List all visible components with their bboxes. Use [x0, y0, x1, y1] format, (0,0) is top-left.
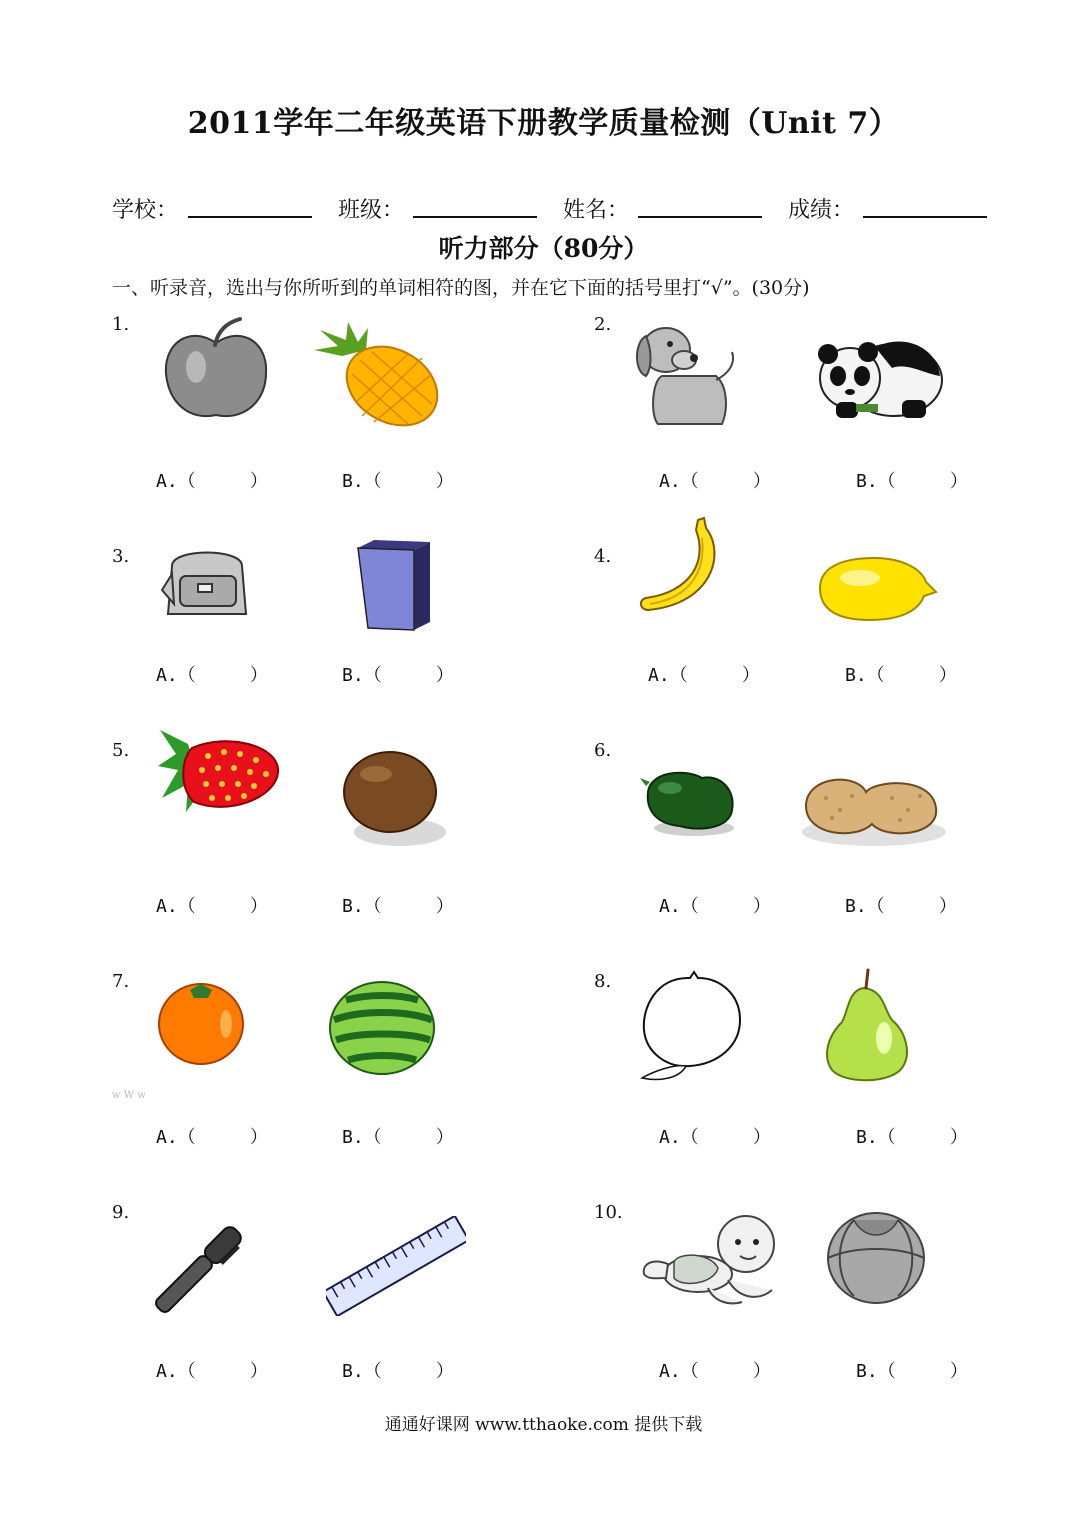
question-number: 9. — [112, 1202, 130, 1223]
orange-icon — [156, 980, 246, 1066]
answer-a-bracket[interactable]: A.（ ） — [648, 665, 760, 686]
kiwi-icon — [336, 742, 446, 854]
answer-b-bracket[interactable]: B.（ ） — [342, 665, 454, 686]
question-number: 5. — [112, 740, 130, 761]
footer-text: 通通好课网 www.tthaoke.com 提供下载 — [384, 1415, 703, 1435]
answer-a-bracket[interactable]: A.（ ） — [156, 665, 268, 686]
answer-b-bracket[interactable]: B.（ ） — [342, 471, 454, 492]
name-field[interactable] — [638, 216, 762, 218]
dog-icon — [632, 320, 742, 428]
school-label: 学校： — [112, 198, 179, 223]
green-pepper-icon — [640, 766, 738, 838]
answer-a-bracket[interactable]: A.（ ） — [659, 1127, 771, 1148]
answer-b-bracket[interactable]: B.（ ） — [856, 471, 968, 492]
answer-a-bracket[interactable]: A.（ ） — [156, 1127, 268, 1148]
banana-icon — [638, 514, 724, 612]
section-title: 听力部分（80分） — [438, 234, 649, 263]
schoolbag-icon — [158, 544, 256, 618]
peanut-icon — [796, 766, 948, 852]
question-number: 2. — [594, 314, 612, 335]
panda-icon — [806, 328, 946, 420]
pen-icon — [144, 1220, 248, 1324]
class-field[interactable] — [413, 216, 537, 218]
answer-a-bracket[interactable]: A.（ ） — [156, 896, 268, 917]
pineapple-icon — [312, 320, 442, 428]
ruler-icon — [326, 1216, 466, 1316]
answer-b-bracket[interactable]: B.（ ） — [856, 1361, 968, 1382]
question-number: 3. — [112, 546, 130, 567]
name-label: 姓名： — [563, 198, 630, 223]
question-number: 7. — [112, 971, 130, 992]
answer-a-bracket[interactable]: A.（ ） — [156, 1361, 268, 1382]
question-number: 4. — [594, 546, 612, 567]
answer-a-bracket[interactable]: A.（ ） — [659, 896, 771, 917]
school-field[interactable] — [188, 216, 312, 218]
stray-mark: w W w — [112, 1090, 146, 1101]
answer-a-bracket[interactable]: A.（ ） — [659, 1361, 771, 1382]
book-icon — [354, 538, 434, 632]
answer-b-bracket[interactable]: B.（ ） — [856, 1127, 968, 1148]
score-label: 成绩： — [788, 198, 855, 223]
answer-b-bracket[interactable]: B.（ ） — [845, 896, 957, 917]
apple-icon — [160, 315, 272, 425]
answer-b-bracket[interactable]: B.（ ） — [342, 1127, 454, 1148]
answer-a-bracket[interactable]: A.（ ） — [659, 471, 771, 492]
strawberry-icon — [158, 724, 282, 816]
lemon-icon — [814, 556, 940, 622]
score-field[interactable] — [863, 216, 987, 218]
question-number: 10. — [594, 1202, 623, 1223]
answer-b-bracket[interactable]: B.（ ） — [342, 1361, 454, 1382]
baby-icon — [638, 1208, 782, 1308]
answer-b-bracket[interactable]: B.（ ） — [342, 896, 454, 917]
peach-icon — [636, 968, 746, 1084]
answer-b-bracket[interactable]: B.（ ） — [845, 665, 957, 686]
watermelon-icon — [328, 980, 436, 1076]
question-number: 1. — [112, 314, 130, 335]
answer-a-bracket[interactable]: A.（ ） — [156, 471, 268, 492]
page-title: 2011学年二年级英语下册教学质量检测（Unit 7） — [187, 106, 900, 141]
class-label: 班级： — [338, 198, 405, 223]
pear-icon — [818, 966, 914, 1084]
question-number: 8. — [594, 971, 612, 992]
question-number: 6. — [594, 740, 612, 761]
ball-icon — [824, 1210, 928, 1306]
instruction-text: 一、听录音，选出与你所听到的单词相符的图，并在它下面的括号里打“√”。(30分) — [112, 277, 810, 299]
